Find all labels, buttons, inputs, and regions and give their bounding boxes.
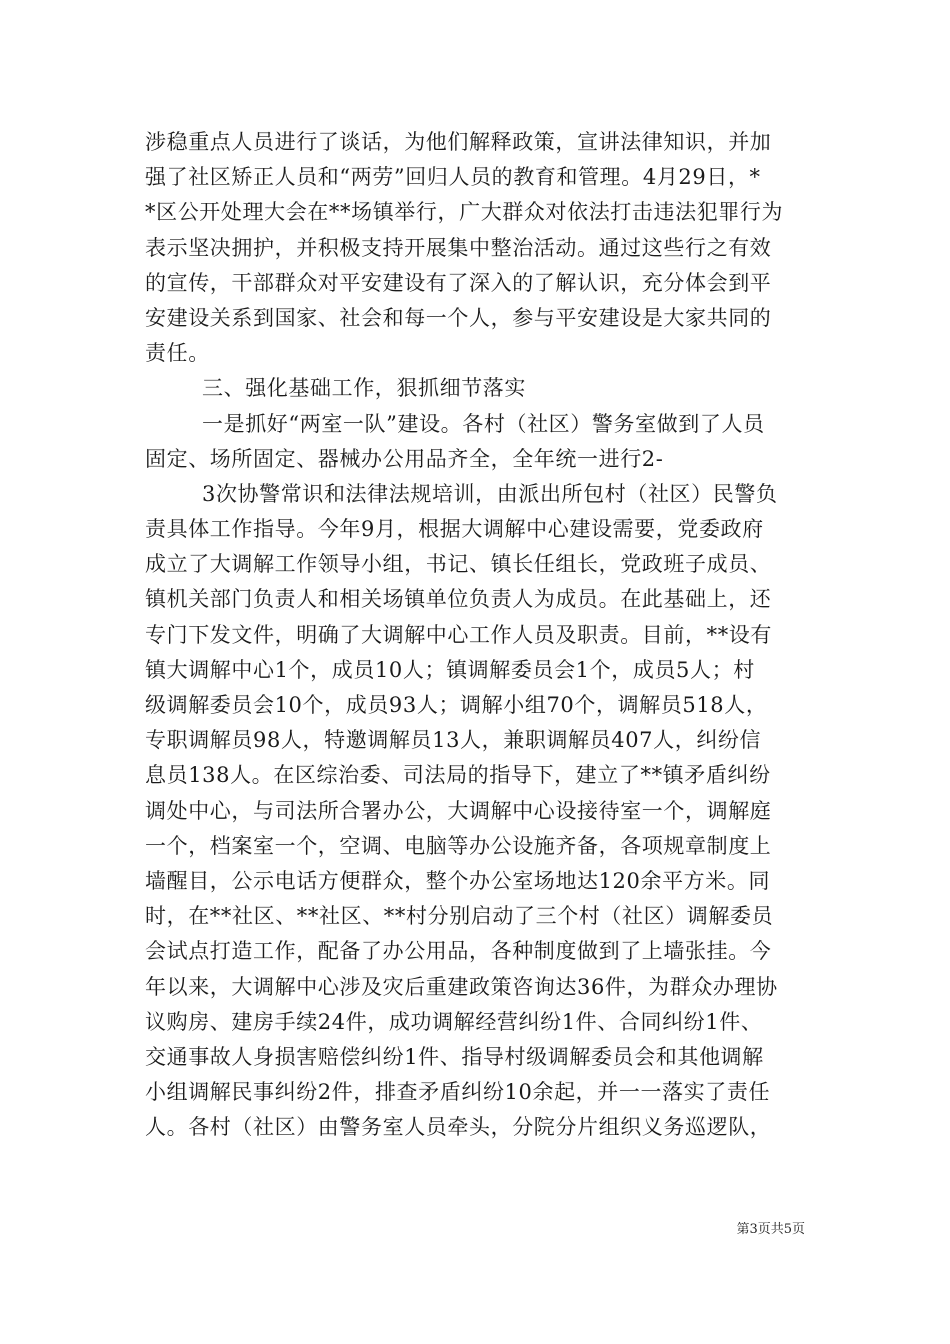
text-line: 三、强化基础工作，狠抓细节落实 <box>202 376 526 401</box>
text-line: 息员138人。在区综治委、司法局的指导下，建立了**镇矛盾纠纷 <box>145 763 771 788</box>
text-line: 会试点打造工作，配备了办公用品，各种制度做到了上墙张挂。今 <box>145 939 772 964</box>
text-line: 小组调解民事纠纷2件，排查矛盾纠纷10余起，并一一落实了责任 <box>145 1080 771 1105</box>
text-line: 级调解委员会10个，成员93人；调解小组70个，调解员518人， <box>145 693 768 717</box>
text-line: 3次协警常识和法律法规培训，由派出所包村（社区）民警负 <box>202 481 778 506</box>
text-line: 时，在**社区、**社区、**村分别启动了三个村（社区）调解委员 <box>145 904 774 929</box>
text-line: 涉稳重点人员进行了谈话，为他们解释政策，宣讲法律知识，并加 <box>145 130 772 154</box>
text-line: 表示坚决拥护，并积极支持开展集中整治活动。通过这些行之有效 <box>145 235 772 260</box>
text-line: 镇大调解中心1个，成员10人；镇调解委员会1个，成员5人；村 <box>145 657 755 682</box>
text-line: 调处中心，与司法所合署办公，大调解中心设接待室一个，调解庭 <box>145 798 772 823</box>
text-line: 成立了大调解工作领导小组，书记、镇长任组长，党政班子成员、 <box>145 552 772 577</box>
text-line: 强了社区矫正人员和“两劳”回归人员的教育和管理。4月29日，* <box>145 165 761 190</box>
text-line: 专门下发文件，明确了大调解中心工作人员及职责。目前，**设有 <box>145 622 772 647</box>
text-line: 交通事故人身损害赔偿纠纷1件、指导村级调解委员会和其他调解 <box>145 1044 764 1069</box>
text-line: 责任。 <box>145 341 210 366</box>
text-line: 年以来，大调解中心涉及灾后重建政策咨询达36件，为群众办理协 <box>145 974 778 999</box>
text-line: 一个，档案室一个，空调、电脑等办公设施齐备，各项规章制度上 <box>145 833 772 858</box>
text-line: 固定、场所固定、器械办公用品齐全，全年统一进行2- <box>145 446 664 471</box>
text-line: 人。各村（社区）由警务室人员牵头，分院分片组织义务巡逻队， <box>145 1115 772 1140</box>
text-line: 墙醒目，公示电话方便群众，整个办公室场地达120余平方米。同 <box>145 868 771 893</box>
text-line: 责具体工作指导。今年9月，根据大调解中心建设需要，党委政府 <box>145 517 764 542</box>
text-line: *区公开处理大会在**场镇举行，广大群众对依法打击违法犯罪行为 <box>145 200 784 225</box>
text-line: 镇机关部门负责人和相关场镇单位负责人为成员。在此基础上，还 <box>145 587 772 612</box>
page-number: 第3页共5页 <box>736 1222 805 1237</box>
text-line: 安建设关系到国家、社会和每一个人，参与平安建设是大家共同的 <box>145 305 772 330</box>
text-line: 专职调解员98人，特邀调解员13人，兼职调解员407人，纠纷信 <box>145 728 762 753</box>
body-text <box>145 125 815 1145</box>
text-line: 议购房、建房手续24件，成功调解经营纠纷1件、合同纠纷1件、 <box>145 1009 763 1034</box>
text-line: 一是抓好“两室一队”建设。各村（社区）警务室做到了人员 <box>202 411 765 436</box>
text-line: 的宣传，干部群众对平安建设有了深入的了解认识，充分体会到平 <box>145 270 772 295</box>
